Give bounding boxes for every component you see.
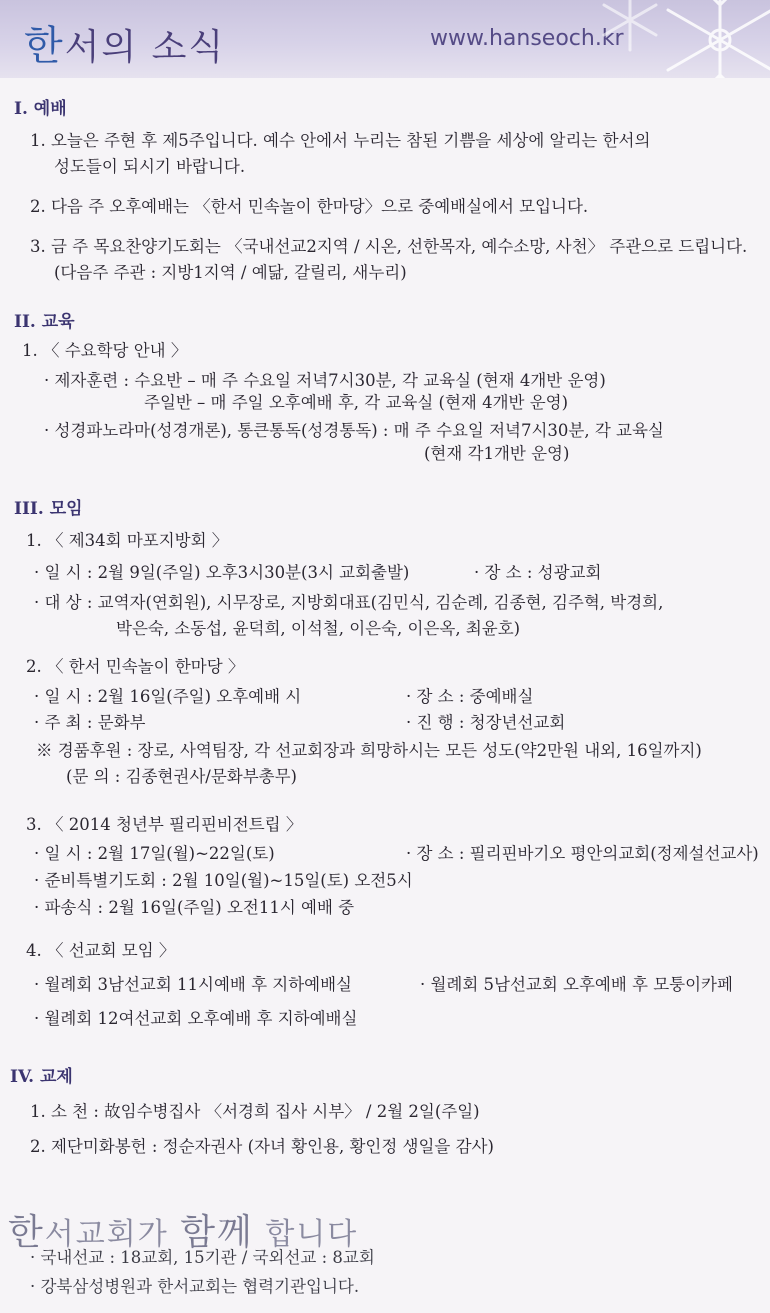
worship-line-3b: (다음주 주관 : 지방1지역 / 예닮, 갈릴리, 새누리) [54,263,407,282]
worship-line-1a: 1. 오늘은 주현 후 제5주입니다. 예수 안에서 누리는 참된 기쁨을 세상에 알리는 한서의 [30,131,651,150]
footer-title-part-b: 서교회가 [44,1217,181,1252]
section-heading-education: II. 교육 [14,312,75,332]
gathering-i3-send: · 파송식 : 2월 16일(주일) 오전11시 예배 중 [34,898,355,917]
gathering-i2-note-a: ※ 경품후원 : 장로, 사역팀장, 각 선교회장과 희망하시는 모든 성도(약2만원 내외, 16일까지) [36,741,702,760]
gathering-i3-date: · 일 시 : 2월 17일(월)~22일(토) [34,844,275,863]
gathering-item-3: 3. 〈 2014 청년부 필리핀비전트립 〉 [26,815,303,834]
education-line-a: · 제자훈련 : 수요반 – 매 주 수요일 저녁7시30분, 각 교육실 (현재 4개반 운영) [44,371,606,390]
gathering-i4-b: · 월례회 5남선교회 오후예배 후 모퉁이카페 [420,975,733,994]
gathering-item-1: 1. 〈 제34회 마포지방회 〉 [26,531,229,550]
footer-title-accent: 한 [8,1212,45,1253]
footer-title-part-d: 합니다 [253,1217,359,1252]
gathering-i4-a: · 월례회 3남선교회 11시예배 후 지하예배실 [34,975,352,994]
fellowship-line-1: 1. 소 천 : 故임수병집사 〈서경희 집사 시부〉 / 2월 2일(주일) [30,1102,480,1121]
title-accent: 한 [24,23,65,69]
education-item-1: 1. 〈 수요학당 안내 〉 [22,341,188,360]
title-rest: 서의 소식 [64,27,226,68]
footer-line-2: · 강북삼성병원과 한서교회는 협력기관입니다. [30,1277,360,1296]
fellowship-line-2: 2. 제단미화봉헌 : 정순자권사 (자녀 황인용, 황인정 생일을 감사) [30,1137,494,1156]
gathering-i1-target-a: · 대 상 : 교역자(연회원), 시무장로, 지방회대표(김민식, 김순례, 김종현, 김주혁, 박경희, [34,593,664,612]
worship-line-2: 2. 다음 주 오후예배는 〈한서 민속놀이 한마당〉으로 중예배실에서 모입니다. [30,197,589,216]
website-url[interactable]: www.hanseoch.kr [430,26,624,51]
worship-line-1b: 성도들이 되시기 바랍니다. [54,157,246,176]
gathering-i1-date: · 일 시 : 2월 9일(주일) 오후3시30분(3시 교회출발) [34,563,410,582]
gathering-i4-c: · 월례회 12여선교회 오후예배 후 지하예배실 [34,1009,358,1028]
gathering-i1-place: · 장 소 : 성광교회 [474,563,602,582]
gathering-i3-prayer: · 준비특별기도회 : 2월 10일(월)~15일(토) 오전5시 [34,871,413,890]
gathering-i2-host: · 주 최 : 문화부 [34,713,146,732]
gathering-i3-place: · 장 소 : 필리핀바기오 평안의교회(정제설선교사) [406,844,759,863]
worship-line-3a: 3. 금 주 목요찬양기도회는 〈국내선교2지역 / 시온, 선한목자, 예수소망, 사천〉 주관으로 드립니다. [30,237,748,256]
footer-title-highlight: 함께 [180,1212,254,1253]
footer-line-1: · 국내선교 : 18교회, 15기관 / 국외선교 : 8교회 [30,1248,375,1267]
gathering-i2-date: · 일 시 : 2월 16일(주일) 오후예배 시 [34,687,302,706]
gathering-i2-note-b: (문 의 : 김종현권사/문화부총무) [66,767,297,786]
gathering-i2-place: · 장 소 : 중예배실 [406,687,534,706]
gathering-i1-target-b: 박은숙, 소동섭, 윤덕희, 이석철, 이은숙, 이은옥, 최윤호) [116,619,521,638]
section-heading-worship: I. 예배 [14,99,67,119]
section-heading-fellowship: IV. 교제 [10,1067,73,1087]
gathering-item-2: 2. 〈 한서 민속놀이 한마당 〉 [26,657,245,676]
education-line-b: 주일반 – 매 주일 오후예배 후, 각 교육실 (현재 4개반 운영) [144,393,569,412]
gathering-item-4: 4. 〈 선교회 모임 〉 [26,941,176,960]
education-line-d: (현재 각1개반 운영) [424,444,570,463]
section-heading-gathering: III. 모임 [14,499,83,519]
education-line-c: · 성경파노라마(성경개론), 통큰통독(성경통독) : 매 주 수요일 저녁7시30분, 각 교육실 [44,421,664,440]
gathering-i2-run: · 진 행 : 청장년선교회 [406,713,566,732]
